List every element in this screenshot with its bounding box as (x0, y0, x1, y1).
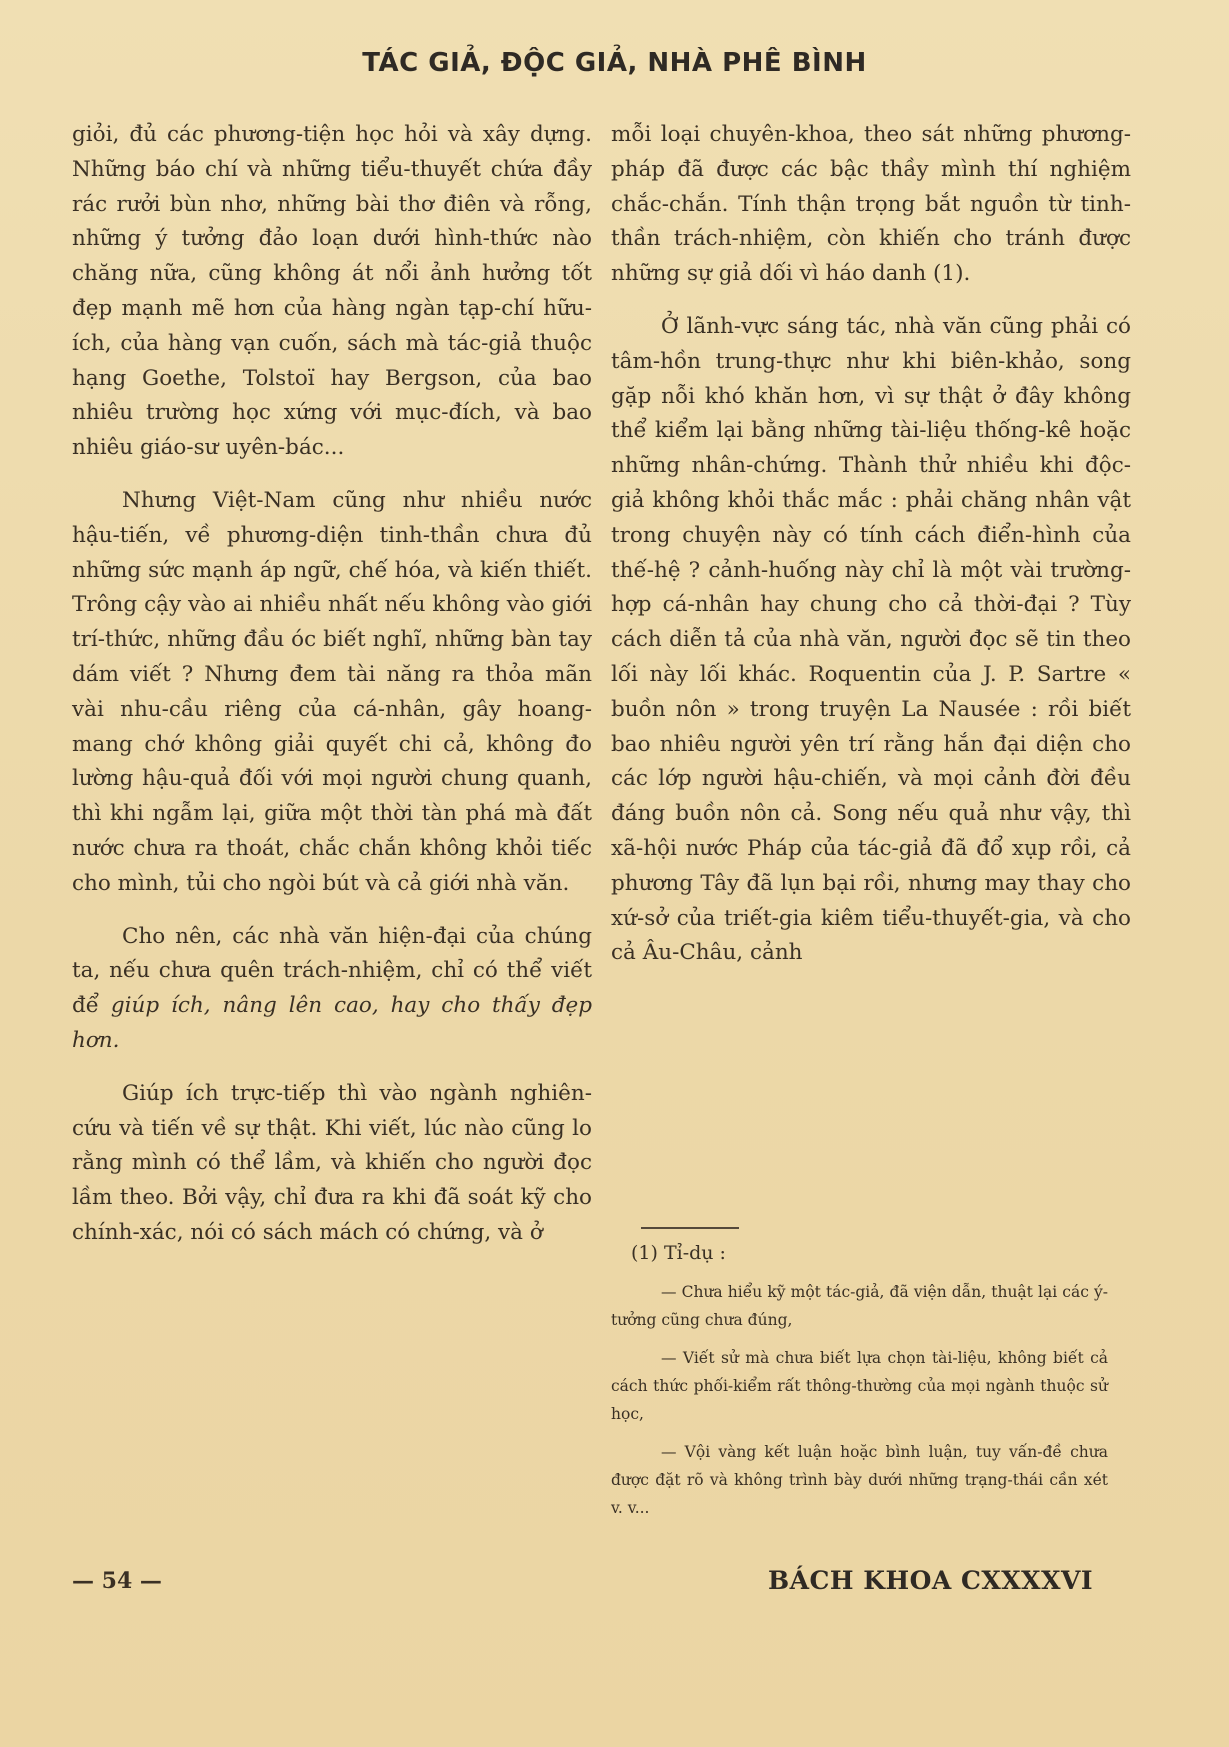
running-title: TÁC GIẢ, ĐỘC GIẢ, NHÀ PHÊ BÌNH (362, 48, 867, 78)
paragraph-text: Cho nên, các nhà văn hiện-đại của chúng ta, nếu chưa quên trách-nhiệm, chỉ có thể viết để (72, 923, 592, 1019)
paragraph: Giúp ích trực-tiếp thì vào ngành nghiên-cứu và tiến về sự thật. Khi viết, lúc nào cũng lo rằng mình có thể lầm, và khiến cho người đọc lầm theo. Bởi vậy, chỉ đưa ra khi đã soát kỹ cho chính-xác, nói có sách mách có chứng, và ở (72, 1080, 592, 1245)
footnote-item: — Viết sử mà chưa biết lựa chọn tài-liệu, không biết cả cách thức phối-kiểm rất thông-thường của mọi ngành thuộc sử học, (611, 1349, 1108, 1423)
footnote-item: — Vội vàng kết luận hoặc bình luận, tuy vấn-đề chưa được đặt rõ và không trình bày dưới những trạng-thái cần xét v. v... (611, 1443, 1108, 1517)
magazine-issue: BÁCH KHOA CXXXXVI (768, 1566, 1094, 1595)
paragraph: mỗi loại chuyên-khoa, theo sát những phương-pháp đã được các bậc thầy mình thí nghiệm chắc-chắn. Tính thận trọng bắt nguồn từ tinh-thần trách-nhiệm, còn khiến cho tránh được những sự giả dối vì háo danh (1). (611, 122, 1131, 287)
emphasis-text: giúp ích, nâng lên cao, hay cho thấy đẹp hơn. (72, 993, 592, 1053)
footnote-heading: (1) Tỉ-dụ : (631, 1242, 726, 1264)
paragraph (72, 920, 592, 1059)
page-number: — 54 — (72, 1568, 162, 1594)
footnotes (611, 1242, 1108, 1532)
right-column (611, 118, 1131, 989)
paragraph: Nhưng Việt-Nam cũng như nhiều nước hậu-tiến, về phương-diện tinh-thần chưa đủ những sức mạnh áp ngữ, chế hóa, và kiến thiết. Trông cậy vào ai nhiều nhất nếu không vào giới trí-thức, những đầu óc biết nghĩ, những bàn tay dám viết ? Nhưng đem tài năng ra thỏa mãn vài nhu-cầu riêng của cá-nhân, gây hoang-mang chớ không giải quyết chi cả, không đo lường hậu-quả đối với mọi người chung quanh, thì khi ngẫm lại, giữa một thời tàn phá mà đất nước chưa ra thoát, chắc chắn không khỏi tiếc cho mình, tủi cho ngòi bút và cả giới nhà văn. (72, 487, 592, 896)
footnote-item: — Chưa hiểu kỹ một tác-giả, đã viện dẫn, thuật lại các ý-tưởng cũng chưa đúng, (611, 1283, 1108, 1329)
left-column (72, 118, 592, 1269)
footnote-divider (641, 1227, 739, 1229)
paragraph: giỏi, đủ các phương-tiện học hỏi và xây dựng. Những báo chí và những tiểu-thuyết chứa đầy rác rưởi bùn nhơ, những bài thơ điên và rỗng, những ý tưởng đảo loạn dưới hình-thức nào chăng nữa, cũng không át nổi ảnh hưởng tốt đẹp mạnh mẽ hơn của hàng ngàn tạp-chí hữu-ích, của hàng vạn cuốn, sách mà tác-giả thuộc hạng Goethe, Tolstoï hay Bergson, của bao nhiêu trường học xứng với mục-đích, và bao nhiêu giáo-sư uyên-bác... (72, 122, 592, 461)
paragraph: Ở lãnh-vực sáng tác, nhà văn cũng phải có tâm-hồn trung-thực như khi biên-khảo, song gặp nỗi khó khăn hơn, vì sự thật ở đây không thể kiểm lại bằng những tài-liệu thống-kê hoặc những nhân-chứng. Thành thử nhiều khi độc-giả không khỏi thắc mắc : phải chăng nhân vật trong chuyện này có tính cách điển-hình của thế-hệ ? cảnh-huống này chỉ là một vài trường-hợp cá-nhân hay chung cho cả thời-đại ? Tùy cách diễn tả của nhà văn, người đọc sẽ tin theo lối này lối khác. Roquentin của J. P. Sartre « buồn nôn » trong truyện La Nausée : rồi biết bao nhiêu người yên trí rằng hắn đại diện cho các lớp người hậu-chiến, và mọi cảnh đời đều đáng buồn nôn cả. Song nếu quả như vậy, thì xã-hội nước Pháp của tác-giả đã đổ xụp rồi, cả phương Tây đã lụn bại rồi, nhưng may thay cho xứ-sở của triết-gia kiêm tiểu-thuyết-gia, và cho cả Âu-Châu, cảnh (611, 313, 1131, 966)
